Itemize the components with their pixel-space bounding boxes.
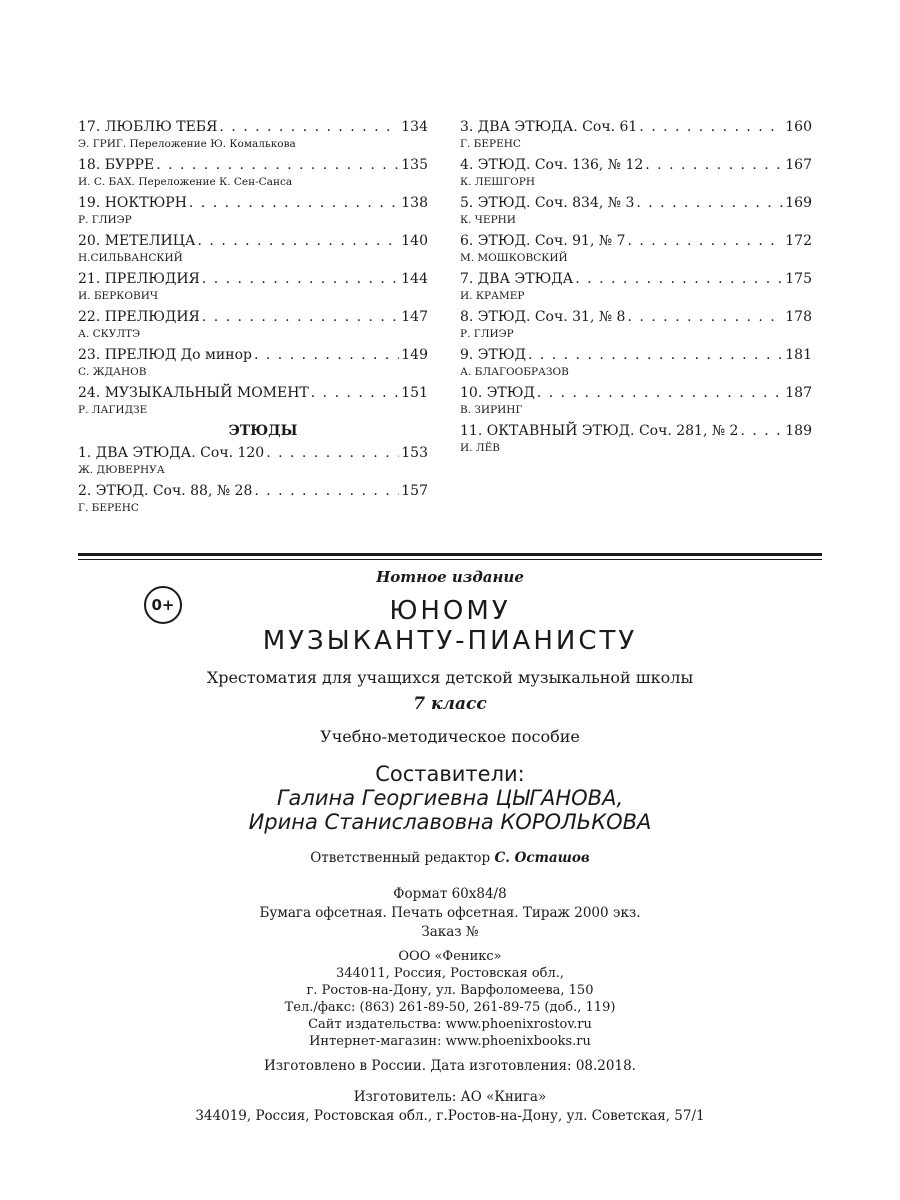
toc-page-number: 135: [401, 157, 428, 173]
toc-entry-title: 7. ДВА ЭТЮДА: [460, 271, 574, 287]
toc-entry-title: 6. ЭТЮД. Соч. 91, № 7: [460, 233, 626, 249]
toc-entry-title: 18. БУРРЕ: [78, 157, 155, 173]
toc-left-pieces: [78, 116, 428, 420]
toc-left-column: [78, 116, 428, 518]
toc-page-number: 144: [401, 271, 428, 287]
toc-entry: [78, 116, 428, 138]
compiler-2: Ирина Станиславовна КОРОЛЬКОВА: [248, 810, 652, 834]
book-title-line-2: МУЗЫКАНТУ-ПИАНИСТУ: [262, 626, 638, 656]
toc-entry-title: 3. ДВА ЭТЮДА. Соч. 61: [460, 119, 638, 135]
toc-leader-dots: [202, 268, 399, 290]
toc-leader-dots: [311, 382, 399, 404]
book-title-line-1: ЮНОМУ: [389, 596, 511, 626]
toc-leader-dots: [198, 230, 400, 252]
toc-entry-composer: Г. БЕРЕНС: [78, 502, 139, 514]
toc-leader-dots: [202, 306, 399, 328]
publisher-line: Тел./факс: (863) 261-89-50, 261-89-75 (доб., 119): [284, 1000, 616, 1015]
age-rating-badge: 0+: [144, 586, 182, 624]
toc-entry: [460, 230, 812, 252]
toc-entry-title: 22. ПРЕЛЮДИЯ: [78, 309, 200, 325]
toc-entry-composer: Н.СИЛЬВАНСКИЙ: [78, 252, 183, 264]
publisher-line: 344011, Россия, Ростовская обл.,: [335, 966, 564, 981]
toc-page-number: 157: [401, 483, 428, 499]
toc-entry-title: 19. НОКТЮРН: [78, 195, 187, 211]
toc-leader-dots: [636, 192, 783, 214]
toc-leader-dots: [254, 344, 399, 366]
toc-entry-title: 21. ПРЕЛЮДИЯ: [78, 271, 200, 287]
toc-leader-dots: [189, 192, 399, 214]
toc-entry: [78, 442, 428, 464]
divider-thin: [78, 559, 822, 560]
toc-entry-title: 23. ПРЕЛЮД До минор: [78, 347, 252, 363]
toc-leader-dots: [156, 154, 399, 176]
toc-page-number: 175: [785, 271, 812, 287]
toc-entry-composer: А. СКУЛТЭ: [78, 328, 141, 340]
toc-entry-composer: Р. ГЛИЭР: [78, 214, 132, 226]
toc-entry: [78, 480, 428, 502]
toc-entry: [460, 306, 812, 328]
toc-page-number: 172: [785, 233, 812, 249]
toc-entry: [78, 230, 428, 252]
toc-page-number: 151: [401, 385, 428, 401]
toc-entry-title: 2. ЭТЮД. Соч. 88, № 28: [78, 483, 253, 499]
toc-leader-dots: [219, 116, 399, 138]
toc-entry-composer: И. ЛЁВ: [460, 442, 500, 454]
toc-page-number: 178: [785, 309, 812, 325]
toc-entry-title: 17. ЛЮБЛЮ ТЕБЯ: [78, 119, 218, 135]
toc-entry-title: 9. ЭТЮД: [460, 347, 526, 363]
publisher-line: Сайт издательства: www.phoenixrostov.ru: [308, 1017, 592, 1032]
editor-line: [0, 850, 900, 866]
toc-entry-composer: К. ЛЕШГОРН: [460, 176, 535, 188]
toc-leader-dots: [266, 442, 399, 464]
toc-entry: [78, 306, 428, 328]
order-line: Заказ №: [421, 924, 479, 940]
toc-page-number: 149: [401, 347, 428, 363]
toc-entry: [78, 268, 428, 290]
toc-entry-composer: А. БЛАГООБРАЗОВ: [460, 366, 569, 378]
publisher-block: [0, 948, 900, 1050]
toc-left-etudes: [78, 442, 428, 518]
toc-entry-composer: В. ЗИРИНГ: [460, 404, 523, 416]
manufacturer-line-1: Изготовитель: АО «Книга»: [353, 1089, 547, 1105]
toc-leader-dots: [254, 480, 399, 502]
etudes-heading: ЭТЮДЫ: [228, 423, 298, 439]
toc-entry-composer: И. С. БАХ. Переложение К. Сен-Санса: [78, 176, 293, 188]
grade-label: 7 класс: [413, 694, 487, 714]
toc-entry: [78, 154, 428, 176]
toc-entry-title: 5. ЭТЮД. Соч. 834, № 3: [460, 195, 635, 211]
toc-page-number: 140: [401, 233, 428, 249]
toc-entry-composer: И. КРАМЕР: [460, 290, 525, 302]
format-line: Формат 60х84/8: [393, 886, 507, 902]
editor-label: Ответственный редактор: [310, 850, 491, 866]
toc-entry: [460, 154, 812, 176]
toc-right-column: [460, 116, 812, 458]
toc-entry: [460, 420, 812, 442]
toc-page-number: 147: [401, 309, 428, 325]
toc-leader-dots: [639, 116, 783, 138]
toc-entry: [460, 268, 812, 290]
publisher-line: г. Ростов-на-Дону, ул. Варфоломеева, 150: [306, 983, 594, 998]
compiler-1: Галина Георгиевна ЦЫГАНОВА,: [276, 786, 624, 810]
toc-entry-title: 11. ОКТАВНЫЙ ЭТЮД. Соч. 281, № 2: [460, 423, 739, 439]
publisher-line: ООО «Феникс»: [398, 949, 502, 964]
toc-leader-dots: [740, 420, 783, 442]
toc-entry-composer: Р. ГЛИЭР: [460, 328, 514, 340]
toc-page-number: 181: [785, 347, 812, 363]
toc-page-number: 187: [785, 385, 812, 401]
toc-entry-title: 4. ЭТЮД. Соч. 136, № 12: [460, 157, 644, 173]
toc-page-number: 167: [785, 157, 812, 173]
toc-entry-composer: Э. ГРИГ. Переложение Ю. Комалькова: [78, 138, 296, 150]
toc-entry: [78, 344, 428, 366]
toc-page-number: 189: [785, 423, 812, 439]
toc-entry: [460, 344, 812, 366]
toc-right-etudes: [460, 116, 812, 458]
toc-entry-composer: Р. ЛАГИДЗЕ: [78, 404, 148, 416]
book-kind: Учебно-методическое пособие: [320, 727, 580, 746]
toc-entry-composer: К. ЧЕРНИ: [460, 214, 516, 226]
toc-leader-dots: [627, 230, 783, 252]
compilers-label: Составители:: [375, 762, 525, 786]
toc-leader-dots: [528, 344, 783, 366]
toc-entry: [460, 382, 812, 404]
editor-name: С. Осташов: [494, 850, 590, 866]
publisher-line: Интернет-магазин: www.phoenixbooks.ru: [309, 1034, 591, 1049]
book-subtitle: Хрестоматия для учащихся детской музыкальной школы: [206, 668, 694, 687]
toc-entry-title: 24. МУЗЫКАЛЬНЫЙ МОМЕНТ: [78, 385, 309, 401]
toc-leader-dots: [645, 154, 783, 176]
toc-entry: [78, 382, 428, 404]
toc-entry-composer: И. БЕРКОВИЧ: [78, 290, 159, 302]
manufacturer-line-2: 344019, Россия, Ростовская обл., г.Ростов-на-Дону, ул. Советская, 57/1: [195, 1108, 705, 1124]
toc-entry-composer: С. ЖДАНОВ: [78, 366, 147, 378]
toc-entry-title: 1. ДВА ЭТЮДА. Соч. 120: [78, 445, 265, 461]
toc-page-number: 134: [401, 119, 428, 135]
paper-line: Бумага офсетная. Печать офсетная. Тираж 2000 экз.: [259, 905, 641, 921]
edition-type: Нотное издание: [376, 568, 524, 586]
toc-leader-dots: [575, 268, 783, 290]
toc-entry: [460, 116, 812, 138]
toc-entry-title: 20. МЕТЕЛИЦА: [78, 233, 196, 249]
toc-entry-composer: М. МОШКОВСКИЙ: [460, 252, 568, 264]
toc-entry-title: 8. ЭТЮД. Соч. 31, № 8: [460, 309, 626, 325]
toc-page-number: 153: [401, 445, 428, 461]
toc-entry: [78, 192, 428, 214]
toc-leader-dots: [537, 382, 783, 404]
toc-leader-dots: [627, 306, 783, 328]
toc-page-number: 169: [785, 195, 812, 211]
toc-page-number: 160: [785, 119, 812, 135]
toc-entry-composer: Г. БЕРЕНС: [460, 138, 521, 150]
toc-entry: [460, 192, 812, 214]
divider-thick: [78, 553, 822, 556]
toc-entry-composer: Ж. ДЮВЕРНУА: [78, 464, 165, 476]
toc-page-number: 138: [401, 195, 428, 211]
toc-entry-title: 10. ЭТЮД: [460, 385, 535, 401]
made-in-line: Изготовлено в России. Дата изготовления: 08.2018.: [264, 1058, 636, 1074]
